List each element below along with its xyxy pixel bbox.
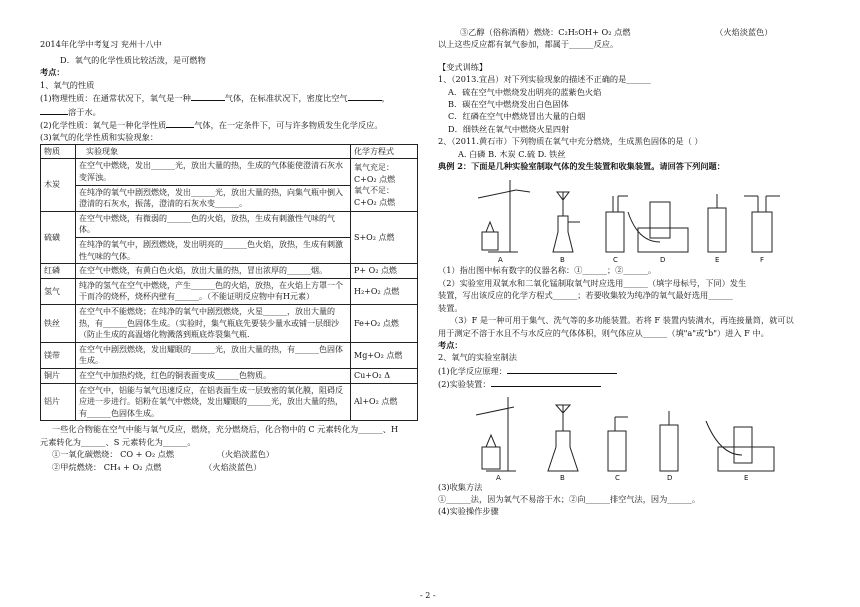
example-q3b: 用于测定不溶于水且不与水反应的气体体积，则气体应从______（填"a"或"b"）进入 F 中。 [438,327,769,338]
collection-method: (3)收集方法 [438,481,483,492]
q1-option-b: B．碳在空气中燃烧发出白色固体 [448,99,569,110]
phenomenon-cell: 在空气中燃烧，有黄白色火焰，放出大量的热，冒出浓厚的______烟。 [76,264,351,279]
table-row [41,304,418,342]
ch4-flame: （火焰淡蓝色） [204,461,262,472]
equation-line: Fe+O₂ 点燃 [354,318,399,328]
operation-steps: (4)实验操作步骤 [438,506,499,517]
physical-property [40,91,418,104]
equation-cell [351,159,418,211]
equation-line: Mg+O₂ 点燃 [354,350,403,360]
apparatus-2d-icon [660,411,678,471]
compound-text-1: 一些化合物能在空气中能与氧气反应，燃烧，充分燃烧后，化合物中的 C 元素转化为______、H [52,424,399,435]
equation-line: C+O₂ 点燃 [354,174,396,184]
phenomenon-cell: 在空气中剧烈燃烧，发出耀眼的______光，放出大量的热，有______色固体生成。 [76,342,351,368]
reaction-principle-label: (1)化学反应原理： [438,365,507,376]
variant-training-title: 【变式训练】 [438,61,488,72]
table-header-row [41,144,418,159]
apparatus-label-2: C [615,473,620,481]
question-1: 1、（2013.宜昌）对下列实验现象的描述不正确的是______ [438,74,651,85]
phenomenon-cell: 在空气中燃烧，发出______光，放出大量的热，生成的气体能使澄清石灰水变浑浊。 [76,159,351,185]
table-intro: (3)氧气的化学性质和实验现象： [40,132,159,143]
apparatus-2a-icon [476,397,516,471]
example-q2b: 装置，写出该反应的化学方程式______；若要收集较为纯净的氧气最好选用______ [438,290,733,301]
compound-text-2: 元素转化为______、S 元素转化为______。 [40,436,196,447]
equation-cell [351,368,418,383]
phenomenon-cell: 在空气中燃烧，有微弱的______色的火焰，放热，生成有刺激性气味的气体。 [76,211,351,237]
kaodian-label-2: 考点： [438,339,463,350]
substance-name: 氢气 [41,278,76,304]
equation-cell [351,383,418,421]
substance-name: 铝片 [41,383,76,421]
chemical-property [40,118,418,131]
equation-cell [351,211,418,263]
phenomenon-cell: 在纯净的氧气中，剧烈燃烧，发出明亮的______色火焰，放热，生成有刺激性气味的气体。 [76,238,351,264]
kaodian-label: 考点： [40,67,65,78]
section-1-title: 1、氧气的性质 [40,79,95,90]
equation-line: S+O₂ 点燃 [354,232,395,242]
reaction-principle [438,364,824,377]
apparatus-a-icon [478,180,530,252]
equation-line: 氧气不足： [354,186,394,196]
phenomenon-cell: 在空气中加热灼烧，红色的铜表面变成______色物质。 [76,368,351,383]
apparatus-2c-icon [608,417,628,471]
apparatus-e-icon [708,194,726,252]
co-flame: （火焰淡蓝色） [216,449,275,460]
substance-name: 镁带 [41,342,76,368]
phenomenon-cell: 在纯净的氧气中剧烈燃烧，发出______光，放出大量的热，向集气瓶中倒入澄清的石灰水，振荡，澄清的石灰水变______。 [76,185,351,211]
table-row [41,368,418,383]
p1b: 气体，在标准状况下，密度比空气 [224,93,348,104]
collection-detail: ①______法，因为氧气不易溶于水；②向______排空气法，因为______。 [438,493,701,504]
apparatus-label-0: A [496,473,501,481]
equation-line: H₂+O₂ 点燃 [354,286,400,296]
oxygen-properties-table [40,144,418,421]
q1-option-d: D．细铁丝在氧气中燃烧火星四射 [448,123,570,134]
ch4-eq: ②甲烷燃烧： CH₄ + O₂ 点燃 [52,461,162,472]
apparatus-label-1: B [560,256,565,265]
apparatus-figure-2 [438,391,824,481]
page-header: 2014年化学中考复习 兖州十八中 [40,39,162,49]
equation-cell [351,304,418,342]
left-column [40,54,418,473]
p2b: 气体，在一定条件下，可与许多物质发生化学反应。 [194,120,383,131]
example-q3: （3）F 是一种可用于集气、洗气等的多功能装置。若将 F 装置内装满水，再连接量筒，就可以 [450,315,794,326]
ch4-burning [40,461,418,473]
co-eq: ①一氧化碳燃烧： CO + O₂ 点燃 [52,449,175,460]
apparatus-2b-icon [548,405,578,471]
example-2 [438,160,824,172]
apparatus-label-4: E [744,473,749,481]
substance-name: 铜片 [41,368,76,383]
apparatus-label-1: B [560,473,565,481]
right-column [438,26,824,518]
apparatus-label-4: E [715,256,720,265]
apparatus-label-0: A [498,256,503,265]
p1c: ， [381,93,390,104]
equation-cell [351,278,418,304]
phenomenon-cell: 纯净的氢气在空气中燃烧，产生______色的火焰，放热，在火焰上方罩一个干而冷的烧杯，烧杯内壁有______。（不能证明反应物中有H元素） [76,278,351,304]
substance-name: 硫磺 [41,211,76,263]
apparatus-figure-1 [438,172,824,264]
ethanol-eq: ③乙醇（俗称酒精）燃烧：C₂H₅OH+ O₂ 点燃 [460,27,631,37]
page-number: - 2 - [420,591,436,600]
equation-line: 氧气充足： [354,162,394,172]
substance-name: 木炭 [41,159,76,211]
oxidation-note: 以上这些反应都有氧气参加，都属于______反应。 [438,39,619,50]
section-2-title: 2、氧气的实验室制法 [438,352,517,363]
table-row [41,211,418,237]
header-equation: 化学方程式 [351,144,418,159]
apparatus-label [438,377,824,390]
substance-name: 铁丝 [41,304,76,342]
table-row [41,342,418,368]
ethanol-burning [438,26,824,38]
table-row [41,264,418,279]
table-body [41,159,418,421]
phenomenon-cell: 在空气中不能燃烧；在纯净的氧气中剧烈燃烧，火星______，放出大量的热，有______色固体生成。（实验时，集气瓶底先要装少量水或铺一层细沙（防止生成的高温熔化物溅落到瓶底炸裂集气瓶. [76,304,351,342]
example-2-text: 典例 2：下面是几种实验室制取气体的发生装置和收集装置。请回答下列问题： [438,161,725,172]
equation-line: P+ O₂ 点燃 [354,266,397,276]
apparatus-label-3: D [660,256,666,265]
apparatus-label-text: (2)实验装置： [438,379,491,390]
d-option: D．氧气的化学性质比较活泼，是可燃物 [60,55,206,65]
co-burning [40,448,418,460]
example-q2: （2）实验室用双氧水和二氧化锰制取氧气时应选用______（填字母标号，下同）发生 [438,277,747,288]
apparatus-c-icon [606,196,628,252]
ethanol-flame: （火焰淡蓝色） [715,27,773,37]
equation-line: C+O₂ 点燃 [354,197,396,207]
apparatus-f-icon [744,196,780,252]
example-q2c: 装置。 [438,302,463,313]
apparatus-label-2: C [613,256,618,265]
apparatus-2e-icon [706,421,774,471]
apparatus-label-5: F [760,256,765,265]
table-row [41,383,418,421]
q2-options: A. 白磷 B. 木炭 C.硫 D. 铁丝 [458,148,566,159]
equation-line: Cu+O₂ Δ [354,370,391,380]
p2a: (2)化学性质：氧气是一种化学性质 [40,120,167,131]
q1-option-a: A．硫在空气中燃烧发出明亮的蓝紫色火焰 [448,86,602,97]
apparatus-b-icon [553,192,580,252]
p1d: 溶于水。 [68,106,101,117]
example-q1: （1）指出图中标有数字的仪器名称：①______；②______。 [438,265,657,276]
apparatus-d-icon [628,202,688,252]
apparatus-label-3: D [667,473,673,481]
p1a: (1)物理性质：在通常状况下，氧气是一种 [40,93,191,104]
equation-line: Al+O₂ 点燃 [354,397,398,407]
physical-property-2 [40,105,418,118]
substance-name: 红磷 [41,264,76,279]
question-2: 2、（2011.黄石市）下列物质在氧气中充分燃烧，生成黑色固体的是（ ） [438,136,703,147]
table-row [41,159,418,185]
table-row [41,278,418,304]
header-phenomenon: 实验现象 [76,144,351,159]
q1-option-c: C．红磷在空气中燃烧冒出大量的白烟 [448,111,586,122]
phenomenon-cell: 在空气中，铝能与氧气迅速反应，在铝表面生成一层致密的氧化膜，阻碍反应进一步进行。铝粉在氧气中燃烧，发出耀眼的______光，放出大量的热，有______色固体生成。 [76,383,351,421]
equation-cell [351,264,418,279]
equation-cell [351,342,418,368]
header-substance: 物质 [41,144,76,159]
